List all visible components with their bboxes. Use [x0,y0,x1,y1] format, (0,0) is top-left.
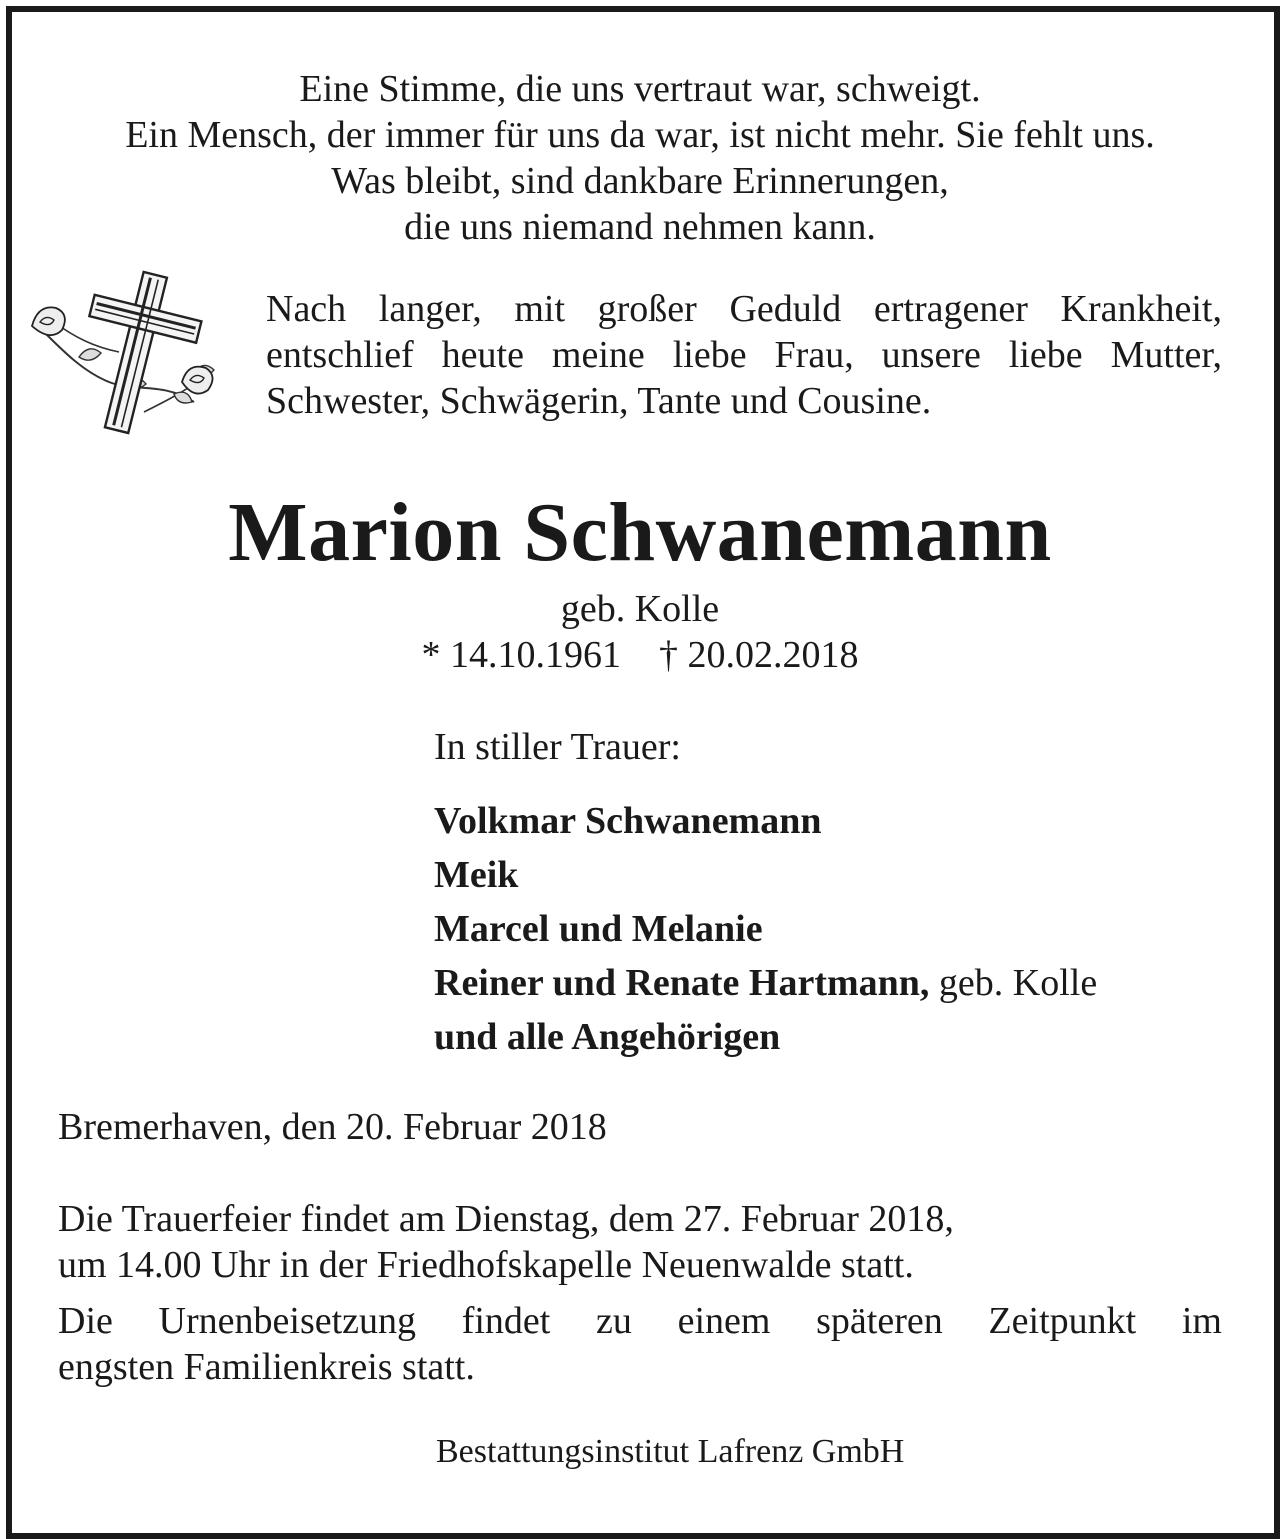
mourning-label: In stiller Trauer: [434,726,681,768]
funeral-service-info [58,1196,954,1288]
intro-line: Nach langer, mit großer Geduld ertragener Krankheit, [266,288,1222,330]
mourner-entry [434,848,1097,902]
death-date: † 20.02.2018 [659,634,859,676]
urn-burial-info [58,1298,1222,1390]
poem-line: Ein Mensch, der immer für uns da war, ist nicht mehr. Sie fehlt uns. [125,114,1155,156]
place-and-date: Bremerhaven, den 20. Februar 2018 [58,1106,607,1148]
memorial-poem [0,66,1280,250]
mourner-name: Reiner und Renate Hartmann, [434,962,930,1004]
service-line: Die Trauerfeier findet am Dienstag, dem 27. Februar 2018, [58,1198,954,1240]
mourner-entry [434,794,1097,848]
mourner-name: Volkmar Schwanemann [434,800,822,842]
deceased-name: Marion Schwanemann [228,486,1052,579]
maiden-name: geb. Kolle [560,588,720,630]
mourner-entry [434,902,1097,956]
mourner-note: geb. Kolle [929,962,1098,1004]
mourners-list [434,794,1097,1064]
cross-with-roses-icon [24,262,238,442]
mourner-entry [434,956,1097,1010]
intro-line: entschlief heute meine liebe Frau, unsere liebe Mutter, [266,334,1222,376]
life-dates [0,632,1280,678]
mourner-entry [434,1010,1097,1064]
urn-line: engsten Familienkreis statt. [58,1346,475,1388]
birth-date: * 14.10.1961 [421,634,621,676]
poem-line: Eine Stimme, die uns vertraut war, schweigt. [299,68,981,110]
mourner-name: und alle Angehörigen [434,1016,781,1058]
intro-line: Schwester, Schwägerin, Tante und Cousine. [266,380,932,422]
mourner-name: Meik [434,854,519,896]
mourner-name: Marcel und Melanie [434,908,763,950]
poem-line: die uns niemand nehmen kann. [404,206,876,248]
poem-line: Was bleibt, sind dankbare Erinnerungen, [331,160,949,202]
service-line: um 14.00 Uhr in der Friedhofskapelle Neuenwalde statt. [58,1244,914,1286]
funeral-home: Bestattungsinstitut Lafrenz GmbH [436,1433,905,1470]
death-announcement-text [266,286,1222,424]
urn-line: Die Urnenbeisetzung findet zu einem späteren Zeitpunkt im [58,1300,1222,1342]
